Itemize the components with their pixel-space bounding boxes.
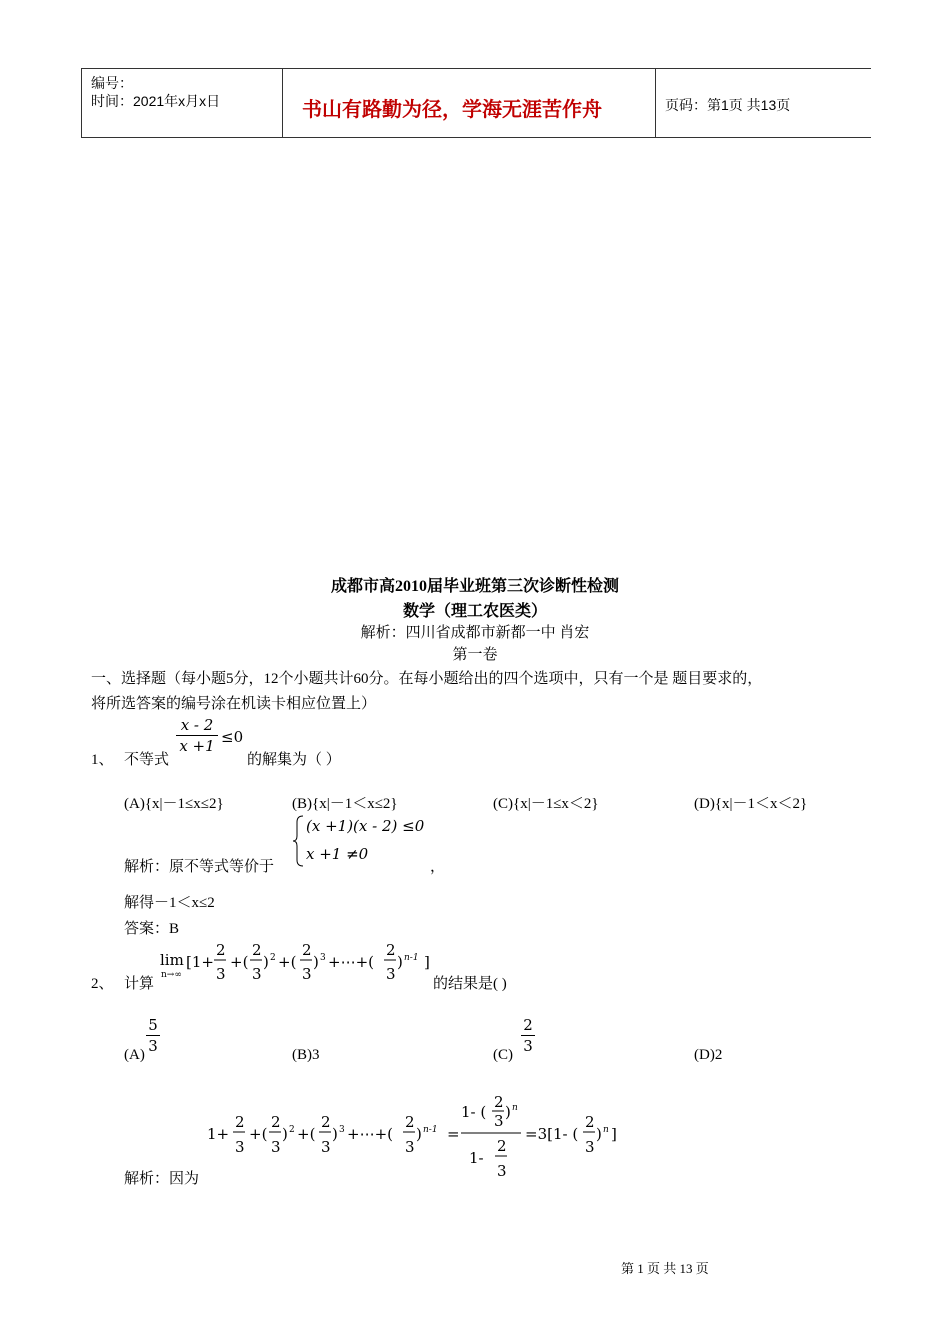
q2-analysis-formula [205, 1095, 625, 1185]
motto: 书山有路勤为径，学海无涯苦作舟 [302, 99, 602, 121]
fraction-bar [146, 1035, 160, 1036]
svg-text:2: 2 [302, 941, 312, 959]
q2-option-a: (A) [124, 1047, 145, 1063]
svg-text:3: 3 [497, 1162, 507, 1180]
q1-frac-numerator: x - 2 [180, 716, 214, 734]
svg-text:3: 3 [494, 1112, 504, 1130]
svg-text:3: 3 [271, 1138, 281, 1156]
q1-comma: ， [430, 859, 446, 875]
svg-text:]: ] [611, 1125, 617, 1143]
volume-label: 第一卷 [452, 647, 498, 663]
svg-text:2: 2 [494, 1095, 504, 1111]
svg-text:+(: +( [249, 1125, 268, 1143]
svg-text:n-1: n-1 [404, 953, 419, 963]
q1-relation: ≤0 [221, 728, 244, 746]
q1-option-b: (B){x|－1＜x≤2} [292, 796, 398, 812]
q1-system-line2: x +1 ≠0 [306, 845, 369, 863]
svg-text:+(: +( [230, 953, 249, 971]
q1-frac-denominator: x +1 [179, 737, 215, 755]
doc-title: 成都市高2010届毕业班第三次诊断性检测 [330, 578, 619, 595]
q1-analysis-prefix: 解析：原不等式等价于 [124, 859, 275, 875]
svg-text:2: 2 [386, 941, 396, 959]
q1-stem-prefix: 不等式 [124, 752, 170, 768]
q1-option-c: (C){x|－1≤x＜2} [493, 796, 599, 812]
q2-number: 2、 [91, 976, 114, 992]
q2-option-a-num: 5 [148, 1016, 158, 1034]
svg-text:2: 2 [252, 941, 262, 959]
doc-subtitle: 数学（理工农医类） [402, 603, 547, 620]
q1-answer: 答案：B [124, 921, 180, 937]
svg-text:): ) [397, 953, 403, 971]
svg-text:+⋯+(: +⋯+( [328, 953, 374, 971]
svg-text:[1+: [1+ [186, 953, 214, 971]
q2-option-a-den: 3 [148, 1037, 158, 1055]
svg-text:1+: 1+ [207, 1125, 230, 1143]
header-divider [655, 69, 656, 137]
number-label: 编号： [91, 75, 133, 91]
svg-text:3: 3 [216, 965, 226, 983]
system-brace [292, 814, 306, 868]
svg-text:n: n [512, 1103, 518, 1113]
svg-text:): ) [596, 1125, 602, 1143]
q2-option-c-den: 3 [523, 1037, 533, 1055]
header-table [81, 68, 871, 138]
svg-text:3: 3 [302, 965, 312, 983]
svg-text:): ) [505, 1103, 511, 1121]
svg-text:+(: +( [297, 1125, 316, 1143]
q2-option-c-fraction [521, 1016, 535, 1055]
q2-option-a-fraction [146, 1016, 160, 1055]
page-label: 页码：第1页 共13页 [665, 97, 791, 113]
svg-text:2: 2 [289, 1125, 295, 1135]
section-intro: 一、选择题（每小题5分，12个小题共计60分。在每小题给出的四个选项中，只有一个是 题目要求的， [91, 671, 763, 687]
svg-text:n: n [603, 1125, 609, 1135]
svg-text:3: 3 [321, 1138, 331, 1156]
q1-option-a: (A){x|－1≤x≤2} [124, 796, 224, 812]
q1-solution: 解得－1＜x≤2 [124, 895, 215, 911]
q1-fraction [176, 716, 218, 755]
svg-text:): ) [263, 953, 269, 971]
svg-text:2: 2 [585, 1113, 595, 1131]
q2-series-expression [186, 940, 436, 988]
svg-text:+⋯+(: +⋯+( [347, 1125, 393, 1143]
author-line: 解析：四川省成都市新都一中 肖宏 [360, 625, 590, 641]
q1-number: 1、 [91, 752, 114, 768]
header-divider [282, 69, 283, 137]
svg-text:2: 2 [321, 1113, 331, 1131]
q2-stem-suffix: 的结果是( ) [433, 976, 507, 992]
svg-text:]: ] [424, 953, 430, 971]
q1-system-line1: (x +1)(x - 2) ≤0 [306, 817, 425, 835]
svg-text:): ) [416, 1125, 422, 1143]
svg-text:): ) [332, 1125, 338, 1143]
svg-text:3: 3 [320, 953, 326, 963]
fraction-bar [176, 735, 218, 736]
header-divider [81, 69, 82, 137]
date-label: 时间：2021年x月x日 [91, 93, 221, 109]
svg-text:2: 2 [497, 1137, 507, 1155]
svg-text:3: 3 [386, 965, 396, 983]
svg-text:2: 2 [271, 1113, 281, 1131]
svg-text:1-: 1- [469, 1149, 484, 1167]
svg-text:3: 3 [235, 1138, 245, 1156]
q2-analysis: 解析：因为 [124, 1171, 200, 1187]
fraction-bar [521, 1035, 535, 1036]
svg-text:2: 2 [405, 1113, 415, 1131]
svg-text:+(: +( [278, 953, 297, 971]
svg-text:3: 3 [405, 1138, 415, 1156]
svg-text:2: 2 [270, 953, 276, 963]
svg-text:2: 2 [235, 1113, 245, 1131]
svg-text:=3[1- (: =3[1- ( [525, 1125, 579, 1143]
page-footer: 第 1 页 共 13 页 [621, 1261, 709, 1276]
section-intro-cont: 将所选答案的编号涂在机读卡相应位置上） [91, 696, 377, 712]
svg-text:n-1: n-1 [423, 1125, 438, 1135]
svg-text:=: = [447, 1125, 460, 1143]
q2-option-b: (B)3 [292, 1047, 320, 1063]
svg-text:): ) [282, 1125, 288, 1143]
q2-lim-subscript: n→∞ [161, 970, 182, 980]
q2-option-c-num: 2 [523, 1016, 533, 1034]
svg-text:2: 2 [216, 941, 226, 959]
svg-text:3: 3 [252, 965, 262, 983]
svg-text:1- (: 1- ( [461, 1103, 487, 1121]
svg-text:): ) [313, 953, 319, 971]
q2-option-d: (D)2 [694, 1047, 723, 1063]
q2-lim: lim [160, 951, 184, 969]
q1-option-d: (D){x|－1＜x＜2} [694, 796, 808, 812]
svg-text:3: 3 [339, 1125, 345, 1135]
q1-stem-suffix: 的解集为（ ） [247, 752, 341, 768]
q2-stem-prefix: 计算 [124, 976, 155, 992]
q2-option-c: (C) [493, 1047, 513, 1063]
svg-text:3: 3 [585, 1138, 595, 1156]
